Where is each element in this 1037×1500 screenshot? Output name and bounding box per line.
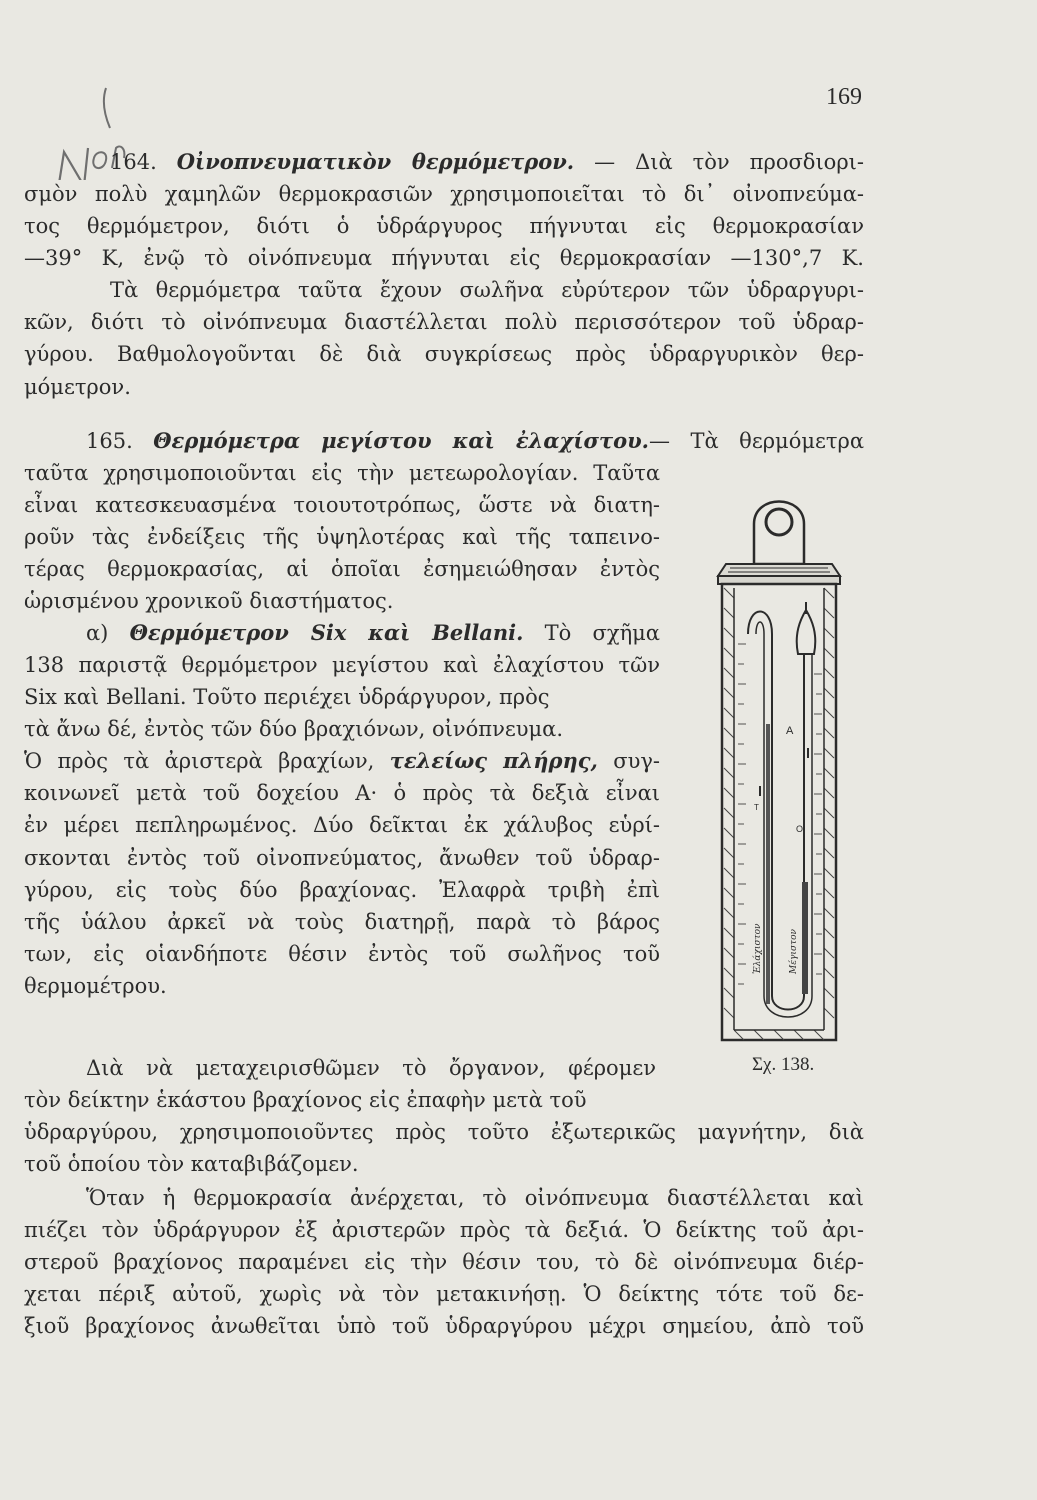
text-line: ροῦν τὰς ἐνδείξεις τῆς ὑψηλοτέρας καὶ τῆς ταπεινο- (24, 525, 660, 550)
subsection-a (86, 617, 660, 649)
section-number: 164. (110, 150, 177, 174)
text-line: ὑδραργύρου, χρησιμοποιοῦντες πρὸς τοῦτο ἐξωτερικῶς μαγνήτην, διὰ (24, 1120, 864, 1145)
figure-label-min: Ἐλάχιστον (753, 923, 763, 974)
text-line: ἐν μέρει πεπληρωμένος. Δύο δεῖκται ἐκ χάλυβος εὑρί- (24, 813, 660, 838)
section-heading: Θερμόμετρα μεγίστου καὶ ἐλαχίστου. (153, 428, 649, 453)
text-line (86, 425, 864, 457)
text-line (86, 617, 660, 649)
text-line: Six καὶ Bellani. Τοῦτο περιέχει ὑδράργυρον, πρὸς (24, 685, 550, 710)
text-line: ξιοῦ βραχίονος ἀνωθεῖται ὑπὸ τοῦ ὑδραργύρου μέχρι σημείου, ἀπὸ τοῦ (24, 1314, 864, 1339)
text-line: κῶν, διότι τὸ οἰνόπνευμα διαστέλλεται πολὺ περισσότερον τοῦ ὑδραρ- (24, 310, 864, 335)
section-164-body (24, 178, 864, 403)
text-line: μόμετρον. (24, 374, 131, 399)
text-line: τος θερμόμετρον, διότι ὁ ὑδράργυρος πήγνυται εἰς θερμοκρασίαν (24, 214, 864, 239)
text-fragment: — Διὰ τὸν προσδιορι- (574, 150, 864, 174)
text-line: των, εἰς οἱανδήποτε θέσιν ἐντὸς τοῦ σωλῆνος τοῦ (24, 941, 660, 966)
section-165 (86, 425, 864, 457)
text-line: τοῦ ὁποίου τὸν καταβιβάζομεν. (24, 1152, 359, 1177)
figure-label-t: T (754, 803, 759, 812)
text-line (24, 745, 660, 777)
text-line: Ὅταν ἡ θερμοκρασία ἀνέρχεται, τὸ οἰνόπνευμα διαστέλλεται καὶ (86, 1186, 864, 1210)
figure-label-max: Μέγιστον (789, 929, 799, 974)
subsection-heading: Θερμόμετρον Six καὶ Bellani. (129, 620, 524, 645)
text-line: ὡρισμένου χρονικοῦ διαστήματος. (24, 589, 394, 614)
text-line: τὸν δείκτην ἑκάστου βραχίονος εἰς ἐπαφὴν μετὰ τοῦ (24, 1088, 587, 1112)
text-line: σμὸν πολὺ χαμηλῶν θερμοκρασιῶν χρησιμοποιεῖται τὸ δι᾽ οἰνοπνεύμα- (24, 182, 864, 206)
text-line: σκονται ἐντὸς τοῦ οἰνοπνεύματος, ἄνωθεν τοῦ ὑδραρ- (24, 845, 660, 870)
text-fragment: Ὁ πρὸς τὰ ἀριστερὰ βραχίων, (24, 749, 390, 774)
text-line: θερμομέτρου. (24, 973, 167, 998)
text-line: τέρας θερμοκρασίας, αἱ ὁποῖαι ἐσημειώθησαν ἐντὸς (24, 557, 660, 582)
text-line: γύρου, εἰς τοὺς δύο βραχίονας. Ἐλαφρὰ τριβὴ ἐπὶ (24, 877, 660, 902)
text-line: Διὰ νὰ μεταχειρισθῶμεν τὸ ὄργανον, φέρομεν (86, 1056, 656, 1080)
section-164 (110, 146, 864, 178)
text-line: ταῦτα χρησιμοποιοῦνται εἰς τὴν μετεωρολογίαν. Ταῦτα (24, 461, 660, 485)
subsection-a-body (24, 649, 660, 1002)
figure-caption: Σχ. 138. (752, 1054, 815, 1075)
figure-label-a: A (786, 725, 794, 737)
section-number: 165. (86, 429, 154, 453)
section-165-body (24, 457, 660, 617)
paragraph-usage (86, 1052, 656, 1084)
thermometer-figure (714, 484, 844, 1046)
figure-label-o: O (796, 824, 804, 834)
text-line: τῆς ὑάλου ἀρκεῖ νὰ τοὺς διατηρῇ, παρὰ τὸ βάρος (24, 909, 660, 934)
text-fragment: συγ- (597, 749, 660, 774)
paragraph-temperature-rise (86, 1182, 864, 1214)
emphasis: τελείως πλήρης, (389, 748, 598, 774)
text-line: στεροῦ βραχίονος παραμένει εἰς τὴν θέσιν του, τὸ δὲ οἰνόπνευμα διέρ- (24, 1250, 864, 1275)
text-line: πιέζει τὸν ὑδράργυρον ἐξ ἀριστερῶν πρὸς τὰ δεξιά. Ὁ δείκτης τοῦ ἀρι- (24, 1218, 864, 1242)
text-fragment: Τὸ σχῆμα (523, 621, 660, 645)
text-line: γύρου. Βαθμολογοῦνται δὲ διὰ συγκρίσεως πρὸς ὑδραργυρικὸν θερ- (24, 342, 864, 367)
paragraph-usage-body (24, 1084, 864, 1180)
subsection-label: α) (86, 621, 130, 645)
text-line: Τὰ θερμόμετρα ταῦτα ἔχουν σωλῆνα εὐρύτερον τῶν ὑδραργυρι- (110, 278, 864, 303)
text-line: τὰ ἄνω δέ, ἐντὸς τῶν δύο βραχιόνων, οἰνόπνευμα. (24, 717, 564, 742)
text-fragment: — Τὰ θερμόμετρα (649, 429, 864, 453)
text-line: —39° Κ, ἐνῷ τὸ οἰνόπνευμα πήγνυται εἰς θερμοκρασίαν —130°,7 Κ. (24, 246, 864, 271)
text-line: χεται πέριξ αὐτοῦ, χωρὶς νὰ τὸν μετακινήσῃ. Ὁ δείκτης τότε τοῦ δε- (24, 1282, 864, 1307)
paragraph-temperature-rise-body (24, 1214, 864, 1342)
text-line: εἶναι κατεσκευασμένα τοιουτοτρόπως, ὥστε νὰ διατη- (24, 493, 660, 518)
text-line (110, 146, 864, 178)
text-line: κοινωνεῖ μετὰ τοῦ δοχείου Α· ὁ πρὸς τὰ δεξιὰ εἶναι (24, 781, 660, 806)
page-number: 169 (826, 84, 862, 110)
text-line: 138 παριστᾷ θερμόμετρον μεγίστου καὶ ἐλαχίστου τῶν (24, 653, 660, 677)
section-heading: Οἰνοπνευματικὸν θερμόμετρον. (176, 149, 575, 174)
